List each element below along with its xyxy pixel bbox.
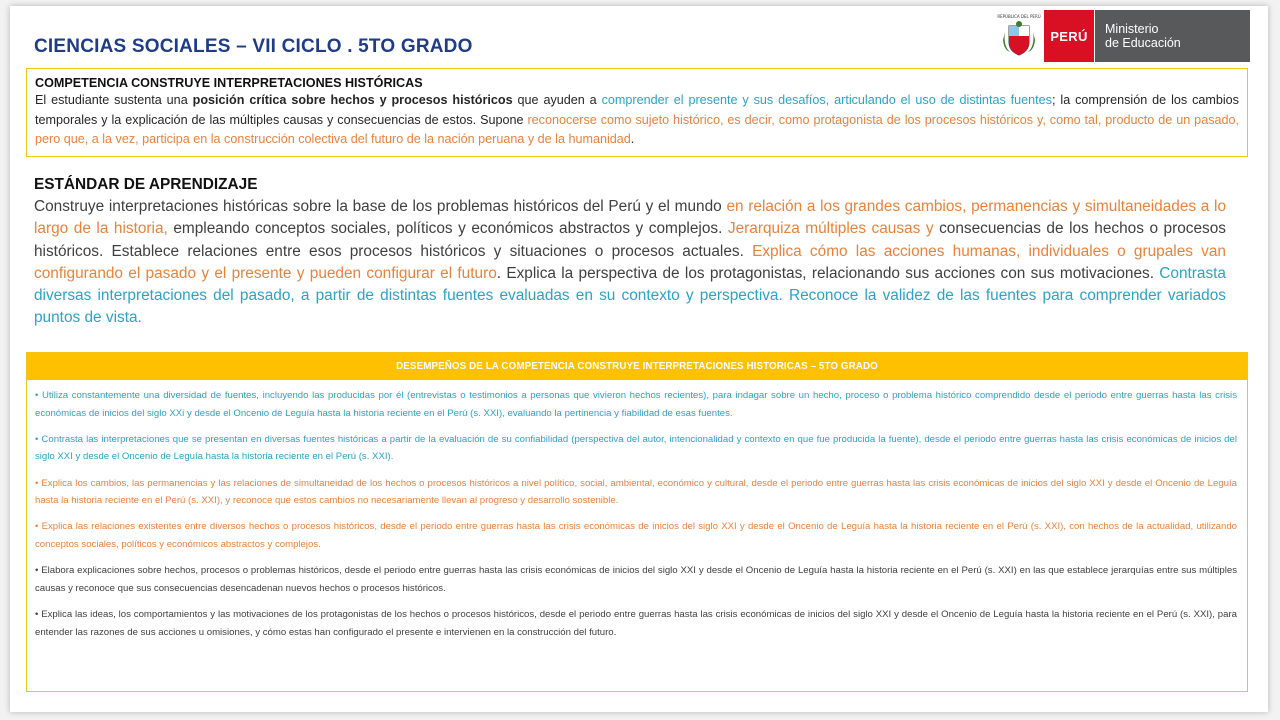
desempeno-item: • Explica las ideas, los comportamientos y las motivaciones de los protagonistas de los hechos o procesos históricos, desde el periodo entre guerras hasta las crisis económicas de inicios del siglo XXI y desde el Oncenio de Leguía hasta la historia reciente en el Perú (s. XXI), para entender las razones de sus acciones u omisiones, y cómo estas han configurado el presente e intervienen en la construcción del futuro. (35, 608, 1237, 638)
desempenos-list (27, 380, 1247, 641)
competencia-text-orange: reconocerse como sujeto histórico, es decir, como protagonista de los procesos históricos y, como tal, producto de un pasado, pero que, a la vez, participa en la construcción colectiva del futuro de la nación peruana y de la humanidad (35, 112, 1240, 146)
coat-of-arms-icon (994, 10, 1044, 62)
estandar-text-2: empleando conceptos sociales, políticos y económicos abstractos y complejos. (167, 220, 728, 238)
desempeno-item: • Explica los cambios, las permanencias y las relaciones de simultaneidad de los hechos o procesos históricos a nivel político, social, ambiental, económico y cultural, desde el periodo entre guerras hasta las crisis económicas de inicios del siglo XXI y desde el Oncenio de Leguía hasta la historia reciente en el Perú (s. XXI), y reconoce que estos cambios no necesariamente llevan al progreso y desarrollo sostenible. (35, 477, 1237, 507)
estandar-text-4: . Explica la perspectiva de los protagonistas, relacionando sus acciones con sus motivaciones. (496, 264, 1160, 282)
competencia-heading: COMPETENCIA CONSTRUYE INTERPRETACIONES HISTÓRICAS (35, 76, 423, 90)
estandar-text-1: Construye interpretaciones históricas sobre la base de los problemas históricos del Perú y el mundo (34, 198, 727, 216)
estandar-text (34, 196, 1226, 329)
estandar-text-orange-3: Explica cómo las acciones humanas, individuales o grupales van configurando el pasado y el presente y pueden configurar el futuro (34, 242, 1226, 282)
competencia-text-3: ; la comprensión de los cambios temporales y la explicación de las múltiples causas y consecuencias de estos. Supone (35, 93, 1239, 127)
desempenos-box (26, 352, 1248, 692)
competencia-text-bold: posición crítica sobre hechos y procesos históricos (192, 93, 513, 107)
desempeno-item: • Utiliza constantemente una diversidad de fuentes, incluyendo las producidas por él (entrevistas o testimonios a personas que vivieron hechos recientes), para indagar sobre un hecho, proceso o problema histórico comprendido desde el periodo entre guerras hasta las crisis económicas de inicios del siglo XXi y desde el Oncenio de Leguía hasta la historia reciente en el Perú (s. XXI), evaluando la pertinencia y fiabilidad de esas fuentes. (35, 390, 1237, 419)
competencia-box (26, 68, 1248, 157)
estandar-text-orange-2: Jerarquiza múltiples causas y (727, 220, 934, 238)
competencia-text-1: El estudiante sustenta una (35, 93, 193, 107)
estandar-section (34, 174, 1226, 329)
estandar-heading: ESTÁNDAR DE APRENDIZAJE (34, 176, 258, 193)
competencia-text-blue: comprender el presente y sus desafíos, articulando el uso de distintas fuentes (601, 93, 1052, 107)
page-title: CIENCIAS SOCIALES – VII CICLO . 5TO GRADO (34, 36, 473, 57)
estandar-text-3: consecuencias de los hechos o procesos históricos. Establece relaciones entre esos procesos históricos y situaciones o procesos actuales. (34, 220, 1226, 260)
ministry-line-2: de Educación (1105, 36, 1181, 50)
shield-icon (1002, 20, 1036, 58)
competencia-text (35, 91, 1239, 150)
ministry-line-1: Ministerio (1105, 22, 1159, 36)
estandar-text-orange-1: en relación a los grandes cambios, permanencias y simultaneidades a lo largo de la historia, (34, 198, 1227, 238)
competencia-text-4: . (630, 132, 635, 146)
ministry-name (1094, 10, 1250, 62)
desempenos-header: DESEMPEÑOS DE LA COMPETENCIA CONSTRUYE INTERPRETACIONES HISTORICAS – 5TO GRADO (27, 353, 1247, 380)
competencia-text-2: que ayuden a (512, 93, 602, 107)
desempeno-item: • Contrasta las interpretaciones que se presentan en diversas fuentes históricas a partir de la evaluación de su confiabilidad (perspectiva del autor, intencionalidad y contexto en que fue producida la fuente), desde el periodo entre guerras hasta las crisis económicas de inicios del siglo XXI y desde el Oncenio de Leguía hasta la historia reciente en el Perú (s. XXI). (35, 433, 1237, 463)
desempeno-item: • Elabora explicaciones sobre hechos, procesos o problemas históricos, desde el periodo entre guerras hasta las crisis económicas de inicios del siglo XXI y desde el Oncenio de Leguía hasta la historia reciente en el Perú (s. XXI) en las que establece jerarquías entre sus múltiples causas y reconoce que sus consecuencias desencadenan nuevos hechos o procesos históricos. (35, 565, 1237, 594)
minedu-logo (994, 10, 1250, 62)
coat-of-arms-caption: REPÚBLICA DEL PERÚ (997, 14, 1041, 19)
peru-brand: PERÚ (1044, 10, 1094, 62)
estandar-text-blue: Contrasta diversas interpretaciones del pasado, a partir de distintas fuentes evaluadas en su contexto y perspectiva. Reconoce la validez de las fuentes para comprender variados puntos de vista. (34, 264, 1226, 327)
desempeno-item: • Explica las relaciones existentes entre diversos hechos o procesos históricos, desde el periodo entre guerras hasta las crisis económicas de inicios del siglo XXI y desde el Oncenio de Leguía hasta la historia reciente en el Perú (s. XXI), con hechos de la actualidad, utilizando conceptos sociales, políticos y económicos abstractos y complejos. (35, 521, 1237, 550)
